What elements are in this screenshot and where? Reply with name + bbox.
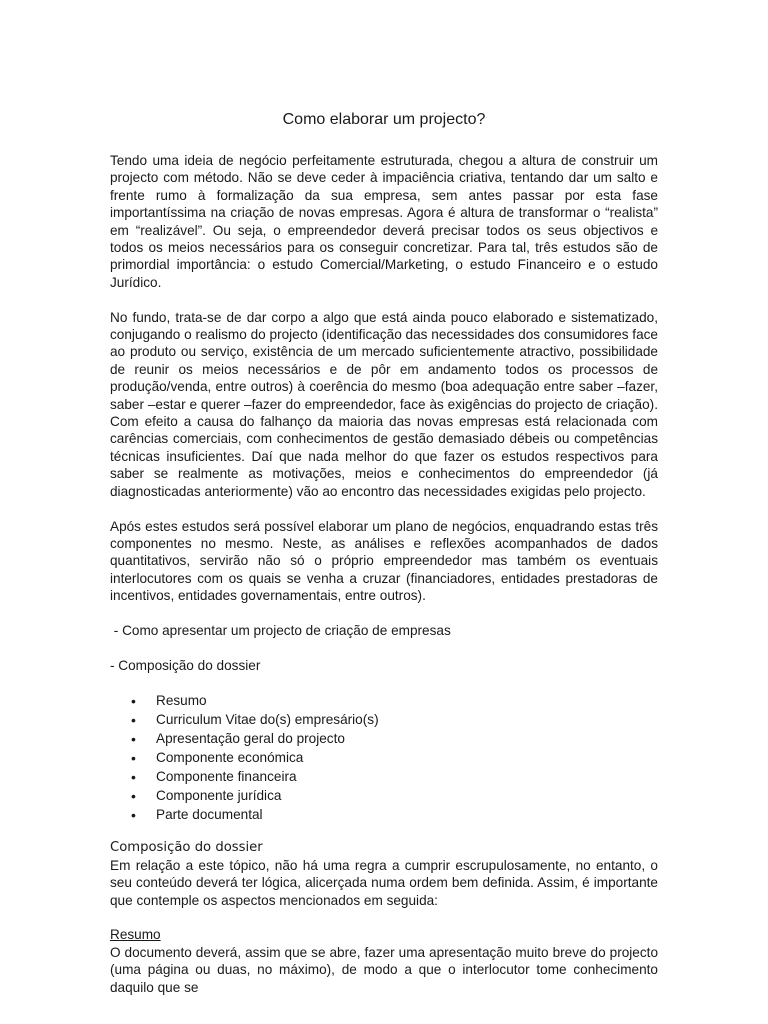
list-item: • Resumo [156,692,658,711]
section-paragraph: Em relação a este tópico, não há uma regra a cumprir escrupulosamente, no entanto, o seu conteúdo deverá ter lógica, alicerçada numa ordem bem definida. Assim, é importante que contemple os aspectos mencionados em seguida: [110,857,658,908]
section-heading: Composição do dossier [110,840,263,856]
resumo-paragraph: O documento deverá, assim que se abre, fazer uma apresentação muito breve do projecto (uma página ou duas, no máximo), de modo a que o interlocutor tome conhecimento daquilo que se [110,944,658,995]
document-title: Como elaborar um projecto? [282,111,486,128]
list-item: • Curriculum Vitae do(s) empresário(s) [156,711,658,730]
list-item: • Componente financeira [156,768,658,787]
resumo-heading: Resumo [110,927,161,943]
list-item: • Componente jurídica [156,787,658,806]
line-how-to-present: - Como apresentar um projecto de criação de empresas [110,622,451,638]
list-item: • Componente económica [156,749,658,768]
paragraph-intro: Tendo uma ideia de negócio perfeitamente estruturada, chegou a altura de construir um projecto com método. Não se deve ceder à impaciência criativa, tentando dar um salto e frente rumo à formalização da sua empresa, sem antes passar por esta fase importantíssima na criação de novas empresas. Agora é altura de transformar o “realista” em “realizável”. Ou seja, o empreendedor deverá precisar todos os seus objectivos e todos os meios necessários para os conseguir concretizar. Para tal, três estudos são de primordial importância: o estudo Comercial/Marketing, o estudo Financeiro e o estudo Jurídico. [110,153,658,290]
list-item: • Parte documental [156,806,658,825]
list-item: • Apresentação geral do projecto [156,730,658,749]
line-dossier-composition: - Composição do dossier [110,657,261,673]
dossier-bullet-list [110,692,658,824]
paragraph-business-plan: Após estes estudos será possível elaborar um plano de negócios, enquadrando estas três componentes no mesmo. Neste, as análises e reflexões acompanhados de dados quantitativos, servirão não só o próprio empreendedor mas também os eventuais interlocutores com os quais se venha a cruzar (financiadores, entidades prestadoras de incentivos, entidades governamentais, entre outros). [110,518,658,604]
document-page [110,110,658,996]
paragraph-foundation: No fundo, trata-se de dar corpo a algo que está ainda pouco elaborado e sistematizado, conjugando o realismo do projecto (identificação das necessidades dos consumidores face ao produto ou serviço, existência de um mercado suficientemente atractivo, possibilidade de reunir os meios necessários e de pôr em andamento todos os processos de produção/venda, entre outros) à coerência do mesmo (boa adequação entre saber –fazer, saber –estar e querer –fazer do empreendedor, face às exigências do projecto de criação). Com efeito a causa do falhanço da maioria das novas empresas está relacionada com carências comerciais, com conhecimentos de gestão demasiado débeis ou competências técnicas insuficientes. Daí que nada melhor do que fazer os estudos respectivos para saber se realmente as motivações, meios e conhecimentos do empreendedor (já diagnosticadas anteriormente) vão ao encontro das necessidades exigidas pelo projecto. [110,309,658,499]
